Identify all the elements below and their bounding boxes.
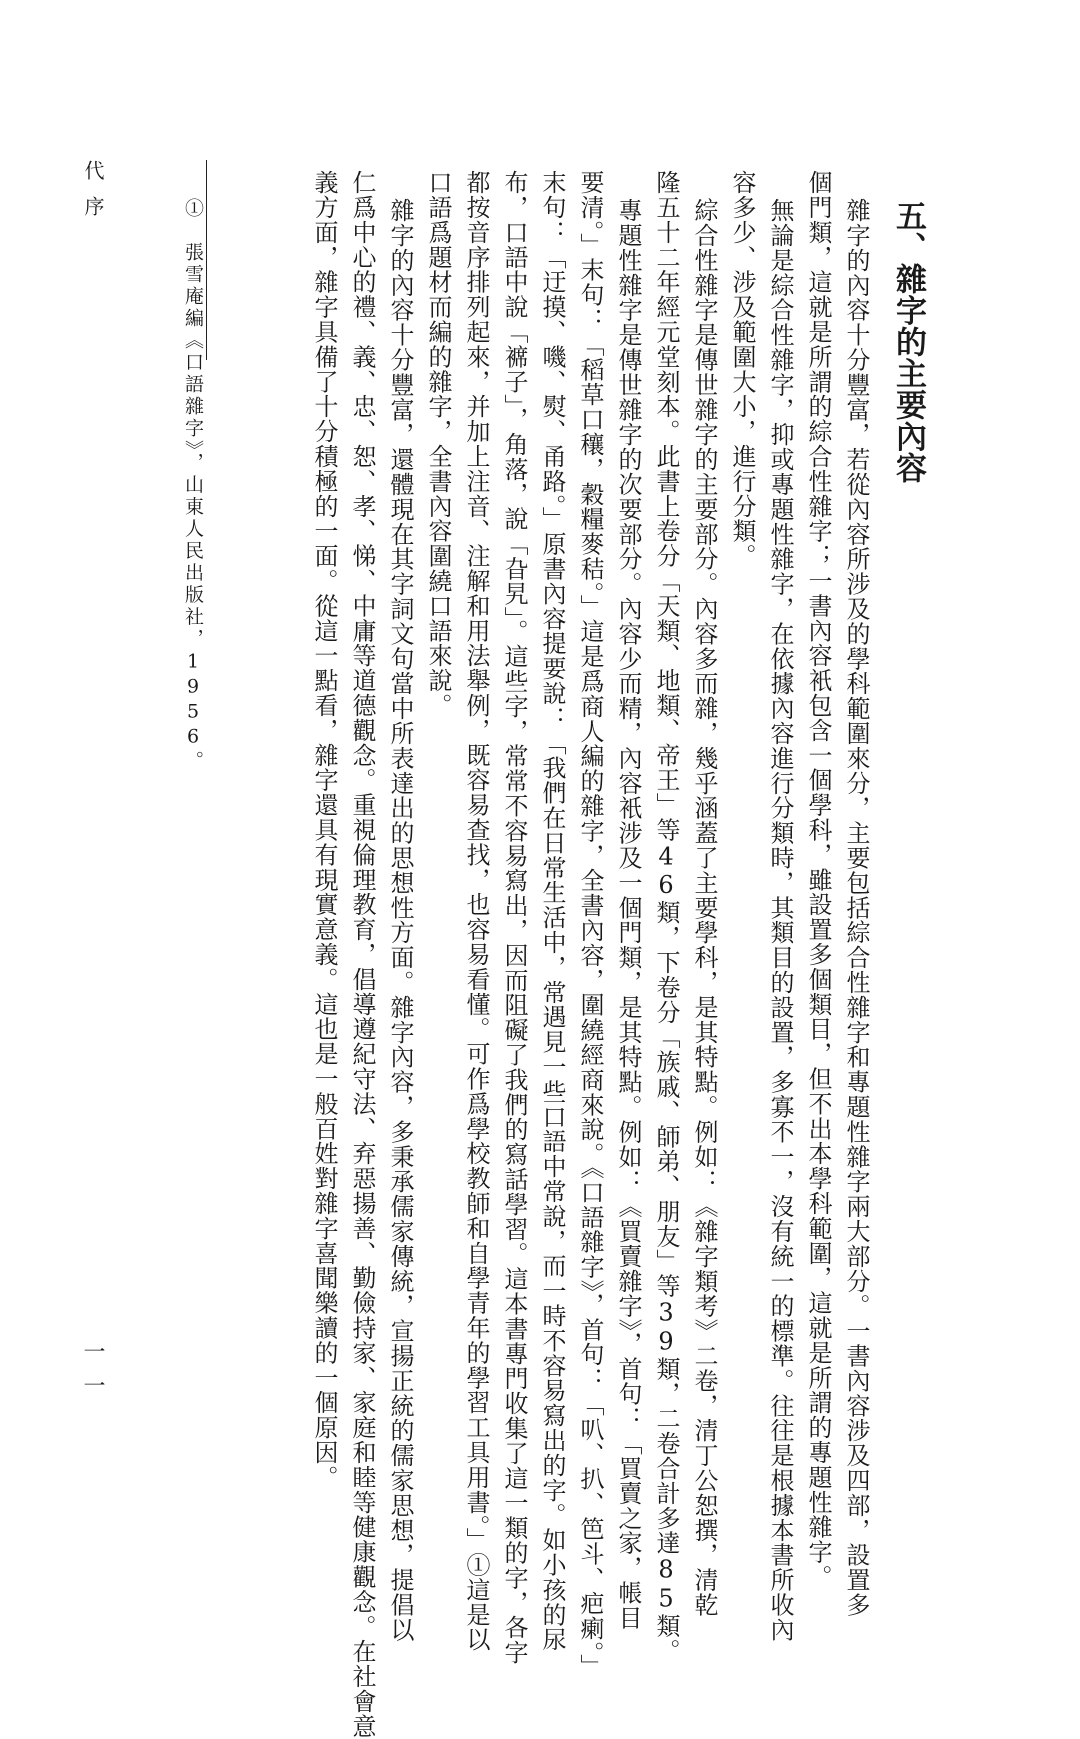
body-line: 義方面，雜字具備了十分積極的一面。從這一點看，雜字還具有現實意義。這也是一般百姓對雜字喜聞樂讀的一個原因。: [310, 170, 338, 1490]
body-line: 雜字的內容十分豐富，還體現在其字詞文句當中所表達出的思想性方面。雜字內容，多秉承儒家傳統，宣揚正統的儒家思想，提倡以: [386, 198, 414, 1643]
body-line: 容多少、涉及範圍大小，進行分類。: [728, 170, 756, 569]
body-line: 專題性雜字是傳世雜字的次要部分。內容少而精，內容衹涉及一個門類，是其特點。例如：《買賣雜字》，首句：「買賣之家，帳目: [614, 198, 642, 1631]
running-header: 代序: [81, 160, 105, 232]
body-line: 雜字的內容十分豐富，若從內容所涉及的學科範圍來分，主要包括綜合性雜字和專題性雜字兩大部分。一書內容涉及四部，設置多: [842, 198, 870, 1618]
body-line: 仁爲中心的禮、義、忠、恕、孝、悌、中庸等道德觀念。重視倫理教育，倡導遵紀守法、弃惡揚善、勤儉持家、家庭和睦等健康觀念。在社會意: [348, 170, 376, 1739]
footnote-rule: [206, 160, 207, 360]
body-line: 末句：「迂摸、嘰、熨、甬路。」原書內容提要說：「我們在日常生活中，常遇見一些口語中常說，而一時不容易寫出的字。如小孩的尿: [538, 170, 566, 1652]
body-line: 綜合性雜字是傳世雜字的主要部分。內容多而雜，幾乎涵蓋了主要學科，是其特點。例如：《雜字類考》二卷，清丁公恕撰，清乾: [690, 198, 718, 1618]
page-number: 一一: [80, 1340, 105, 1408]
body-line: 隆五十二年經元堂刻本。此書上卷分「天類、地類、帝王」等46類，下卷分「族戚、師弟、朋友」等39類，二卷合計多達85類。: [652, 170, 680, 1664]
body-line: 無論是綜合性雜字，抑或專題性雜字，在依據內容進行分類時，其類目的設置，多寡不一，沒有統一的標準。往往是根據本書所收內: [766, 198, 794, 1643]
section-title: 五、雜字的主要內容: [890, 200, 926, 484]
body-line: 都按音序排列起來，并加上注音、注解和用法舉例，既容易查找，也容易看懂。可作爲學校教師和自學青年的學習工具用書。」①這是以: [462, 170, 490, 1652]
body-line: 布，口語中說「褯子」，角落，說「旮旯」。這些字，常常不容易寫出，因而阻礙了我們的寫話學習。這本書專門收集了這一類的字，各字: [500, 170, 528, 1665]
body-line: 口語爲題材而編的雜字，全書內容圍繞口語來說。: [424, 170, 452, 718]
body-line: 要清。」末句：「稻草口穰，穀糧麥秸。」這是爲商人編的雜字，全書內容，圍繞經商來說。《口語雜字》，首句：「叭、扒、笆斗、疤瘌。」: [576, 170, 604, 1679]
body-line: 個門類，這就是所謂的綜合性雜字；一書內容衹包含一個學科，雖設置多個類目，但不出本學科範圍，這就是所謂的專題性雜字。: [804, 170, 832, 1590]
footnote: ① 張雪庵編《口語雜字》，山東人民出版社，1956。: [182, 198, 204, 773]
